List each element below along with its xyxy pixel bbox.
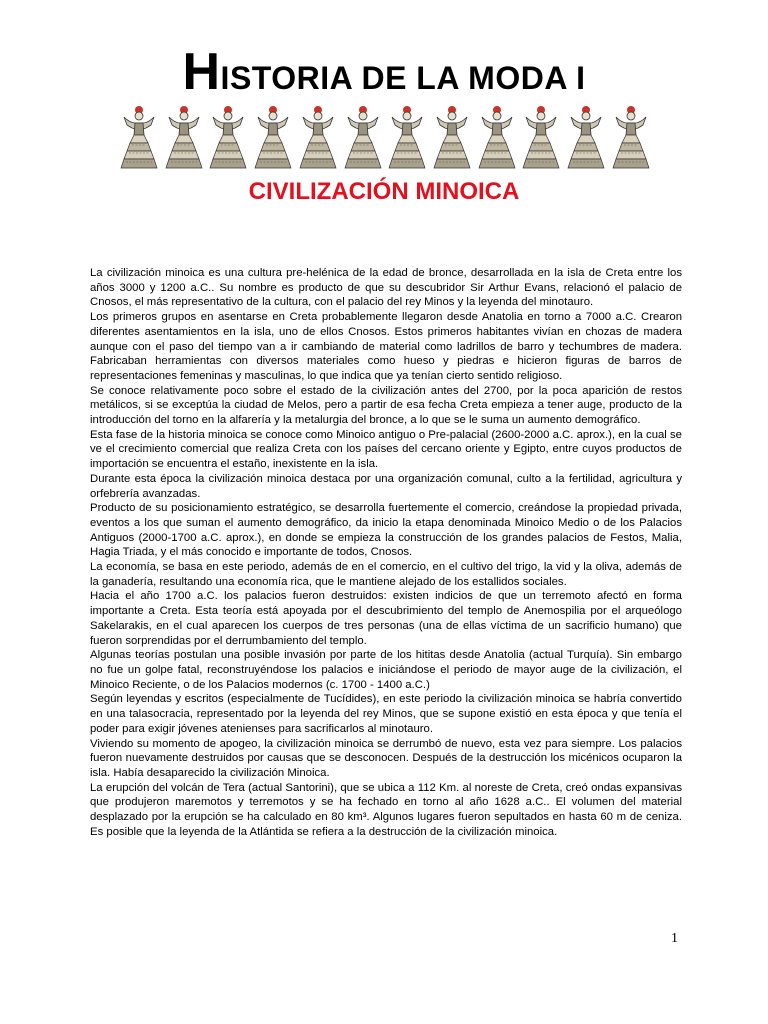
page-number: 1 bbox=[671, 931, 678, 946]
paragraph: Viviendo su momento de apogeo, la civilización minoica se derrumbó de nuevo, esta vez para siempre. Los palacios fueron nuevamente destruidos por causas que se desconocen. Después de la destrucción los micénicos ocuparon la isla. Había desaparecido la civilización Minoica. bbox=[90, 737, 682, 779]
title-rest: ISTORIA DE LA MODA I bbox=[220, 60, 586, 96]
paragraph: Hacia el año 1700 a.C. los palacios fueron destruidos: existen indicios de que un terremoto afectó en forma importante a Creta. Esta teoría está apoyada por el descubrimiento del templo de Anemospilia por el arqueólogo Sakelarakis, en el cual aparecen los cuerpos de tres personas (una de ellas víctima de un sacrificio humano) que fueron sorprendidas por el derrumbamiento del templo. bbox=[90, 590, 682, 647]
minoan-goddess-figurine-icon bbox=[433, 103, 471, 169]
minoan-goddess-figurine-icon bbox=[165, 103, 203, 169]
paragraph: La economía, se basa en este periodo, además de en el comercio, en el cultivo del trigo, la vid y la oliva, además de la ganadería, resultando una economía rica, que le mantiene alejado de los estallidos sociales. bbox=[90, 561, 682, 588]
minoan-goddess-figurine-icon bbox=[254, 103, 292, 169]
paragraph: La civilización minoica es una cultura pre-helénica de la edad de bronce, desarrollada en la isla de Creta entre los años 3000 y 1200 a.C.. Su nombre es producto de que su descubridor Sir Arthur Evans, relacionó el palacio de Cnosos, el más representativo de la cultura, con el palacio del rey Minos y la leyenda del minotauro. bbox=[90, 267, 682, 309]
body-text bbox=[90, 266, 682, 839]
paragraph: Algunas teorías postulan una posible invasión por parte de los hititas desde Anatolia (actual Turquía). Sin embargo no fue un golpe fatal, reconstruyéndose los palacios e iniciándose el periodo de mayor auge de la civilización, el Minoico Reciente, o de los Palacios modernos (c. 1700 - 1400 a.C.) bbox=[90, 649, 682, 691]
paragraph: Esta fase de la historia minoica se conoce como Minoico antiguo o Pre-palacial (2600-2000 a.C. aprox.), en la cual se ve el crecimiento comercial que realiza Creta con los países del cercano oriente y Egipto, entre cuyos productos de importación se encuentra el estaño, inexistente en la isla. bbox=[90, 428, 682, 471]
minoan-goddess-figurine-icon bbox=[612, 103, 650, 169]
paragraph: Según leyendas y escritos (especialmente de Tucídides), en este periodo la civilización minoica se habría convertido en una talasocracia, representado por la leyenda del rey Minos, que se supone existió en esta época y que tenía el poder para exigir jóvenes atenienses para sacrificarlos al minotauro. bbox=[90, 693, 682, 735]
paragraph: Durante esta época la civilización minoica destaca por una organización comunal, culto a la fertilidad, agricultura y orfebrería avanzadas. bbox=[90, 472, 682, 500]
paragraph: Los primeros grupos en asentarse en Creta probablemente llegaron desde Anatolia en torno a 7000 a.C. Crearon diferentes asentamientos en la isla, uno de ellos Cnosos. Estos primeros habitantes vivían en chozas de madera aunque con el paso del tiempo van a ir cambiando de material como ladrillos de barro y techumbres de madera. Fabricaban herramientas con diversos materiales como hueso y piedras e hicieron figuras de barros de representaciones femeninas y masculinas, lo que indica que ya tenían cierto sentido religioso. bbox=[90, 311, 682, 382]
minoan-goddess-figurine-icon bbox=[522, 103, 560, 169]
minoan-goddess-figurine-icon bbox=[388, 103, 426, 169]
paragraph: Producto de su posicionamiento estratégico, se desarrolla fuertemente el comercio, creándose la propiedad privada, eventos a los que suman el aumento demográfico, da inicio la etapa denominada Minoico Medio o de los Palacios Antiguos (2000-1700 a.C. aprox.), en donde se empieza la construcción de los grandes palacios de Festos, Malia, Hagia Triada, y el más conocido e importante de todos, Cnosos. bbox=[90, 502, 682, 559]
paragraph: La erupción del volcán de Tera (actual Santorini), que se ubica a 112 Km. al noreste de Creta, creó ondas expansivas que produjeron maremotos y terremotos y se ha fechado en torno al año 1628 a.C.. El volumen del material desplazado por la erupción se ha calculado en 80 km³. Algunos lugares fueron sepultados en hasta 60 m de ceniza. Es posible que la leyenda de la Atlántida se refiera a la destrucción de la civilización minoica. bbox=[90, 781, 682, 838]
paragraph: Se conoce relativamente poco sobre el estado de la civilización antes del 2700, por la poca aparición de restos metálicos, si se exceptúa la ciudad de Melos, pero a partir de esa fecha Creta empieza a tener auge, producto de la introducción del torno en la alfarería y la metalurgia del bronce, a lo que se le suma un aumento demográfico. bbox=[90, 384, 682, 427]
minoan-goddess-figurine-icon bbox=[567, 103, 605, 169]
decorative-frieze bbox=[120, 103, 650, 169]
minoan-goddess-figurine-icon bbox=[344, 103, 382, 169]
minoan-goddess-figurine-icon bbox=[478, 103, 516, 169]
minoan-goddess-figurine-icon bbox=[209, 103, 247, 169]
section-subtitle: CIVILIZACIÓN MINOICA bbox=[248, 178, 520, 205]
title-initial: H bbox=[182, 43, 221, 101]
page-title bbox=[0, 42, 768, 108]
minoan-goddess-figurine-icon bbox=[120, 103, 158, 169]
minoan-goddess-figurine-icon bbox=[299, 103, 337, 169]
